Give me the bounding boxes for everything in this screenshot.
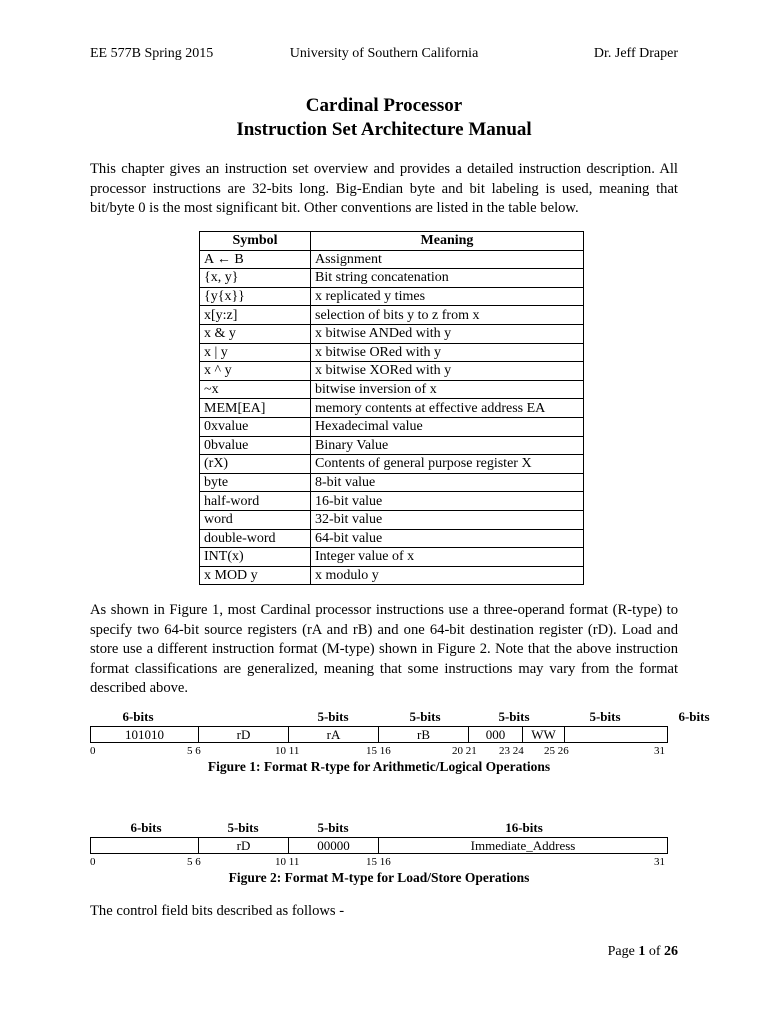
control-field-paragraph: The control field bits described as follows - [90, 903, 345, 919]
table-header-row [200, 232, 584, 251]
page-number: 1 [638, 944, 646, 959]
bit-width-label: 5-bits [317, 709, 349, 724]
bit-number: 5 6 [187, 856, 201, 868]
bit-number: 10 11 [275, 745, 300, 757]
symbol-cell: 0bvalue [200, 436, 311, 455]
meaning-cell: Contents of general purpose register X [311, 455, 584, 474]
symbol-cell: MEM[EA] [200, 399, 311, 418]
meaning-cell: 64-bit value [311, 529, 584, 548]
doc-subtitle: Instruction Set Architecture Manual [236, 119, 532, 140]
bit-width-label: 5-bits [227, 820, 259, 835]
table-row [200, 529, 584, 548]
table-row [200, 417, 584, 436]
figure-m-type [90, 820, 670, 890]
zero-field: 000 [469, 727, 523, 742]
symbol-cell: {y{x}} [200, 287, 311, 306]
bit-width-label: 5-bits [589, 709, 621, 724]
rd-field: rD [199, 727, 289, 742]
figure-r-type [90, 709, 710, 779]
meaning-cell: Integer value of x [311, 548, 584, 567]
meaning-cell: x bitwise ANDed with y [311, 324, 584, 343]
doc-title: Cardinal Processor [305, 95, 463, 116]
symbol-cell: double-word [200, 529, 311, 548]
instruction-field-row [90, 837, 668, 854]
bit-number: 31 [654, 745, 665, 757]
meaning-cell: x bitwise XORed with y [311, 362, 584, 381]
bit-width-label: 6-bits [130, 820, 162, 835]
bit-number: 15 16 [366, 856, 391, 868]
format-paragraph: As shown in Figure 1, most Cardinal processor instructions use a three-operand format (R-type) to specify two 64-bit source registers (rA and rB) and one 64-bit destination register (rD). Load and store use a different instruction format (M-type) shown in Figure 2. Note that the above instruction format classifications are generalized, meaning that some instructions may vary from the format described above. [90, 602, 678, 696]
meaning-cell: 8-bit value [311, 473, 584, 492]
header-university: University of Southern California [289, 46, 479, 61]
bit-number: 5 6 [187, 745, 201, 757]
symbol-cell: word [200, 510, 311, 529]
opcode-field: 101010 [91, 727, 199, 742]
rd-field: rD [199, 838, 289, 853]
page-total: 26 [664, 944, 678, 959]
table-row [200, 455, 584, 474]
bit-number: 0 [90, 745, 96, 757]
table-row [200, 492, 584, 511]
bit-number: 23 24 [499, 745, 524, 757]
symbol-cell: {x, y} [200, 269, 311, 288]
bit-width-label: 5-bits [317, 820, 349, 835]
function-field [565, 727, 667, 742]
table-row [200, 548, 584, 567]
symbol-cell: half-word [200, 492, 311, 511]
table-row [200, 250, 584, 269]
meaning-cell: x modulo y [311, 566, 584, 585]
bit-number: 20 21 [452, 745, 477, 757]
table-row [200, 436, 584, 455]
rb-field: rB [379, 727, 469, 742]
meaning-cell: 16-bit value [311, 492, 584, 511]
symbol-cell: 0xvalue [200, 417, 311, 436]
meaning-cell: memory contents at effective address EA [311, 399, 584, 418]
meaning-cell: Binary Value [311, 436, 584, 455]
symbol-cell: x ^ y [200, 362, 311, 381]
bit-number: 31 [654, 856, 665, 868]
symbol-cell: x & y [200, 324, 311, 343]
table-row [200, 362, 584, 381]
table-row [200, 306, 584, 325]
page-word: Page [607, 944, 635, 959]
table-row [200, 566, 584, 585]
immediate-address-field: Immediate_Address [470, 838, 576, 853]
symbol-cell: ~x [200, 380, 311, 399]
table-row [200, 510, 584, 529]
page-footer [608, 944, 678, 960]
table-row [200, 380, 584, 399]
column-header-symbol: Symbol [200, 232, 311, 251]
meaning-cell: x bitwise ORed with y [311, 343, 584, 362]
meaning-cell: Bit string concatenation [311, 269, 584, 288]
figure-caption: Figure 1: Format R-type for Arithmetic/Logical Operations [207, 759, 551, 774]
bit-width-label: 5-bits [409, 709, 441, 724]
symbol-cell: (rX) [200, 455, 311, 474]
ww-field: WW [523, 727, 565, 742]
ra-field: rA [289, 727, 379, 742]
bit-number: 25 26 [544, 745, 569, 757]
symbol-cell: x[y:z] [200, 306, 311, 325]
of-word: of [648, 944, 661, 959]
column-header-meaning: Meaning [311, 232, 584, 251]
bit-width-label: 6-bits [122, 709, 154, 724]
zero-field: 00000 [289, 838, 379, 853]
intro-paragraph: This chapter gives an instruction set overview and provides a detailed instruction description. All processor instructions are 32-bits long. Big-Endian byte and bit labeling is used, meaning that bit/byte 0 is the most significant bit. Other conventions are listed in the table below. [90, 161, 678, 216]
bit-width-label: 6-bits [678, 709, 710, 724]
figure-caption: Figure 2: Format M-type for Load/Store Operations [228, 870, 530, 885]
symbol-cell: x MOD y [200, 566, 311, 585]
opcode-field [91, 838, 199, 853]
meaning-cell: bitwise inversion of x [311, 380, 584, 399]
meaning-cell: x replicated y times [311, 287, 584, 306]
symbol-cell: INT(x) [200, 548, 311, 567]
meaning-cell: Hexadecimal value [311, 417, 584, 436]
page-header [90, 46, 678, 64]
symbol-cell: A ← B [200, 250, 311, 269]
header-course: EE 577B Spring 2015 [90, 46, 214, 61]
bit-number: 10 11 [275, 856, 300, 868]
table-row [200, 343, 584, 362]
meaning-cell: Assignment [311, 250, 584, 269]
bit-width-label: 16-bits [505, 820, 543, 835]
table-row [200, 287, 584, 306]
symbol-cell: byte [200, 473, 311, 492]
bit-number: 0 [90, 856, 96, 868]
meaning-cell: selection of bits y to z from x [311, 306, 584, 325]
table-row [200, 473, 584, 492]
table-row [200, 324, 584, 343]
table-row [200, 399, 584, 418]
header-author: Dr. Jeff Draper [593, 46, 678, 61]
table-row [200, 269, 584, 288]
conventions-table [199, 231, 584, 585]
bit-number: 15 16 [366, 745, 391, 757]
meaning-cell: 32-bit value [311, 510, 584, 529]
bit-width-label: 5-bits [498, 709, 530, 724]
instruction-field-row [90, 726, 668, 743]
symbol-cell: x | y [200, 343, 311, 362]
